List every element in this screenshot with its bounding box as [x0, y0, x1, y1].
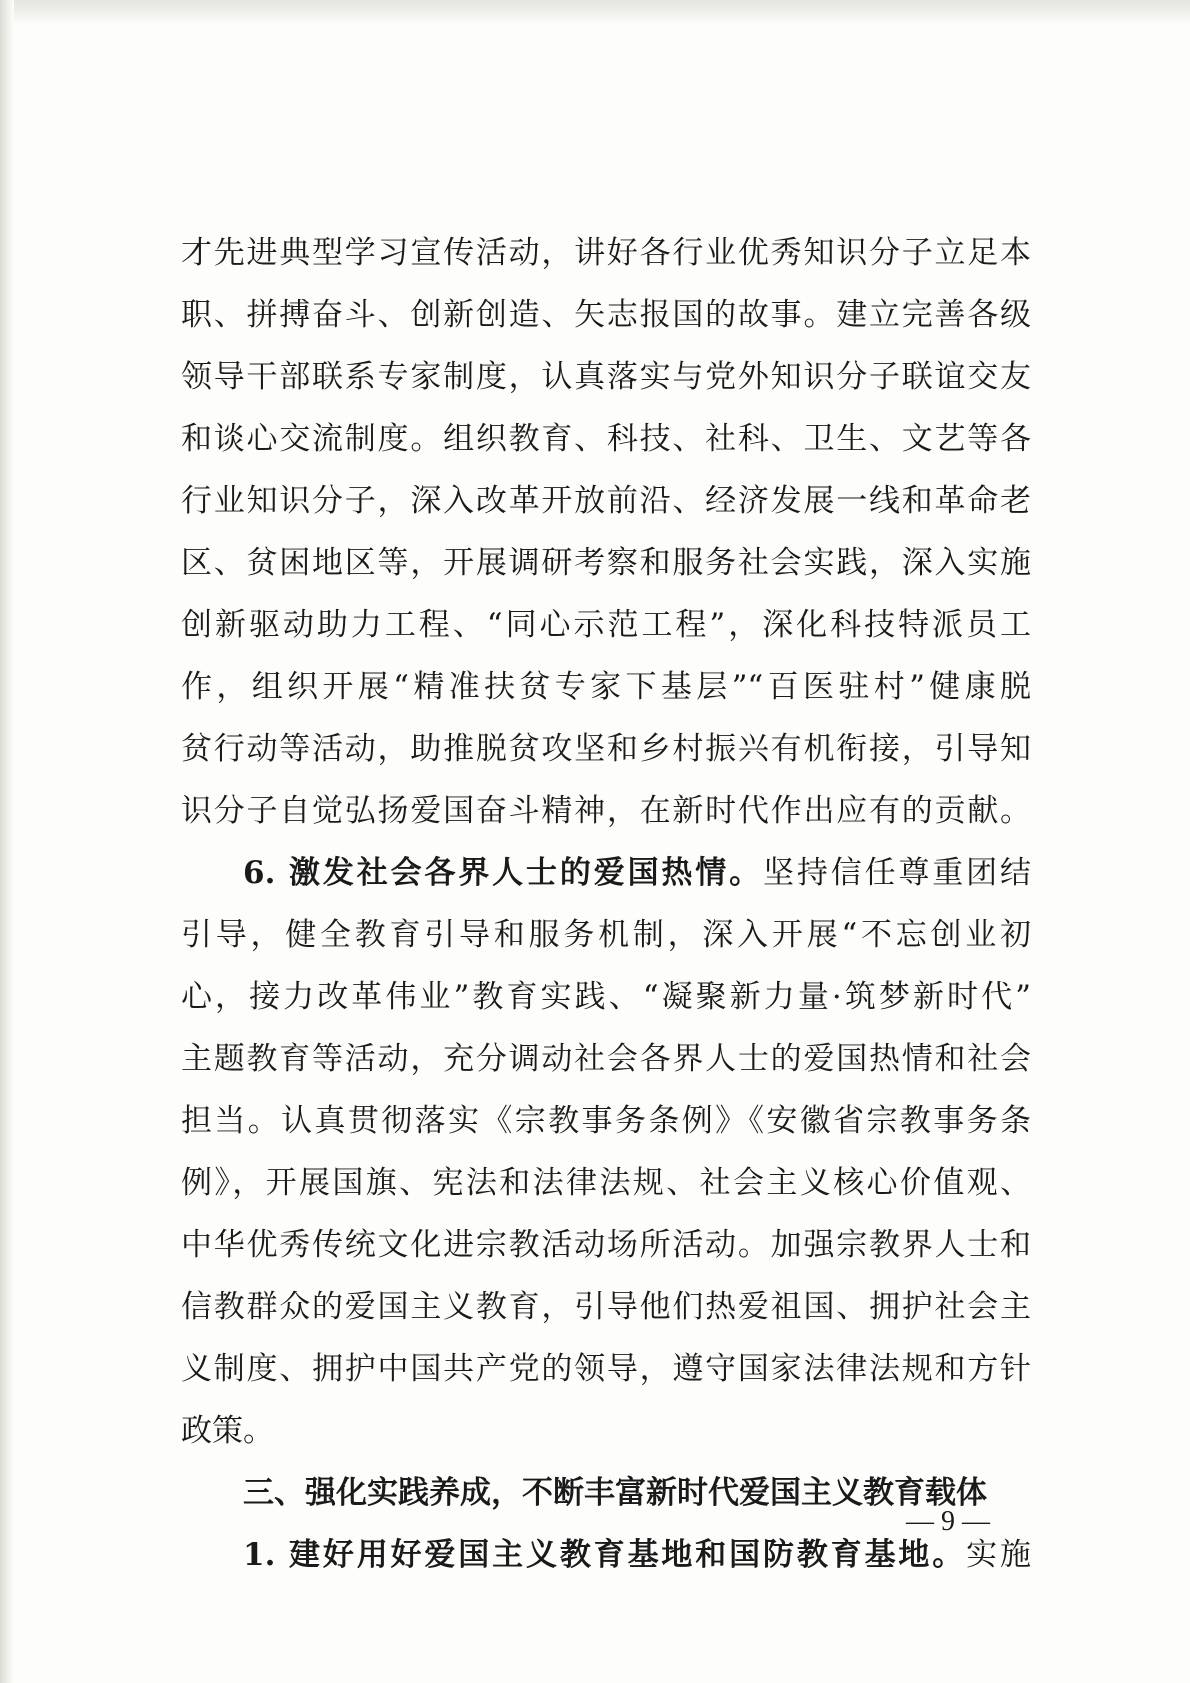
scan-shadow-top: [0, 0, 1190, 26]
scan-shadow-left: [0, 0, 14, 1683]
text-line: 中华优秀传统文化进宗教活动场所活动。加强宗教界人士和: [181, 1227, 1031, 1263]
text-line: 政策。: [181, 1413, 274, 1449]
text-line: 作，组织开展“精准扶贫专家下基层”“百医驻村”健康脱: [181, 669, 1031, 705]
item-6-first-line: [181, 842, 1031, 904]
item-6-heading: 6. 激发社会各界人士的爱国热情。: [243, 855, 764, 891]
item-1-text: 实施: [966, 1537, 1031, 1573]
text-line: 职、拼搏奋斗、创新创造、矢志报国的故事。建立完善各级: [181, 297, 1031, 333]
document-body: [181, 222, 1031, 1586]
text-line: 担当。认真贯彻落实《宗教事务条例》《安徽省宗教事务条: [181, 1103, 1031, 1139]
text-line: 识分子自觉弘扬爱国奋斗精神，在新时代作出应有的贡献。: [181, 793, 1031, 829]
text-line: 义制度、拥护中国共产党的领导，遵守国家法律法规和方针: [181, 1351, 1031, 1387]
text-line: 创新驱动助力工程、“同心示范工程”，深化科技特派员工: [181, 607, 1031, 643]
text-line: 信教群众的爱国主义教育，引导他们热爱祖国、拥护社会主: [181, 1289, 1031, 1325]
text-line: 例》，开展国旗、宪法和法律法规、社会主义核心价值观、: [181, 1165, 1031, 1201]
item-6-text: 坚持信任尊重团结: [763, 855, 1032, 891]
page-number: — 9 —: [906, 1506, 990, 1537]
item-1-heading: 1. 建好用好爱国主义教育基地和国防教育基地。: [243, 1537, 967, 1573]
text-line: 领导干部联系专家制度，认真落实与党外知识分子联谊交友: [181, 359, 1031, 395]
text-line: 引导，健全教育引导和服务机制，深入开展“不忘创业初: [181, 917, 1031, 953]
text-line: 贫行动等活动，助推脱贫攻坚和乡村振兴有机衔接，引导知: [181, 731, 1031, 767]
text-line: 主题教育等活动，充分调动社会各界人士的爱国热情和社会: [181, 1041, 1031, 1077]
text-line: 区、贫困地区等，开展调研考察和服务社会实践，深入实施: [181, 545, 1031, 581]
text-line: 和谈心交流制度。组织教育、科技、社科、卫生、文艺等各: [181, 421, 1031, 457]
text-line: 行业知识分子，深入改革开放前沿、经济发展一线和革命老: [181, 483, 1031, 519]
section-3-heading: 三、强化实践养成，不断丰富新时代爱国主义教育载体: [243, 1475, 987, 1511]
text-line: 才先进典型学习宣传活动，讲好各行业优秀知识分子立足本: [181, 235, 1031, 271]
text-line: 心，接力改革伟业”教育实践、“凝聚新力量·筑梦新时代”: [181, 979, 1031, 1015]
